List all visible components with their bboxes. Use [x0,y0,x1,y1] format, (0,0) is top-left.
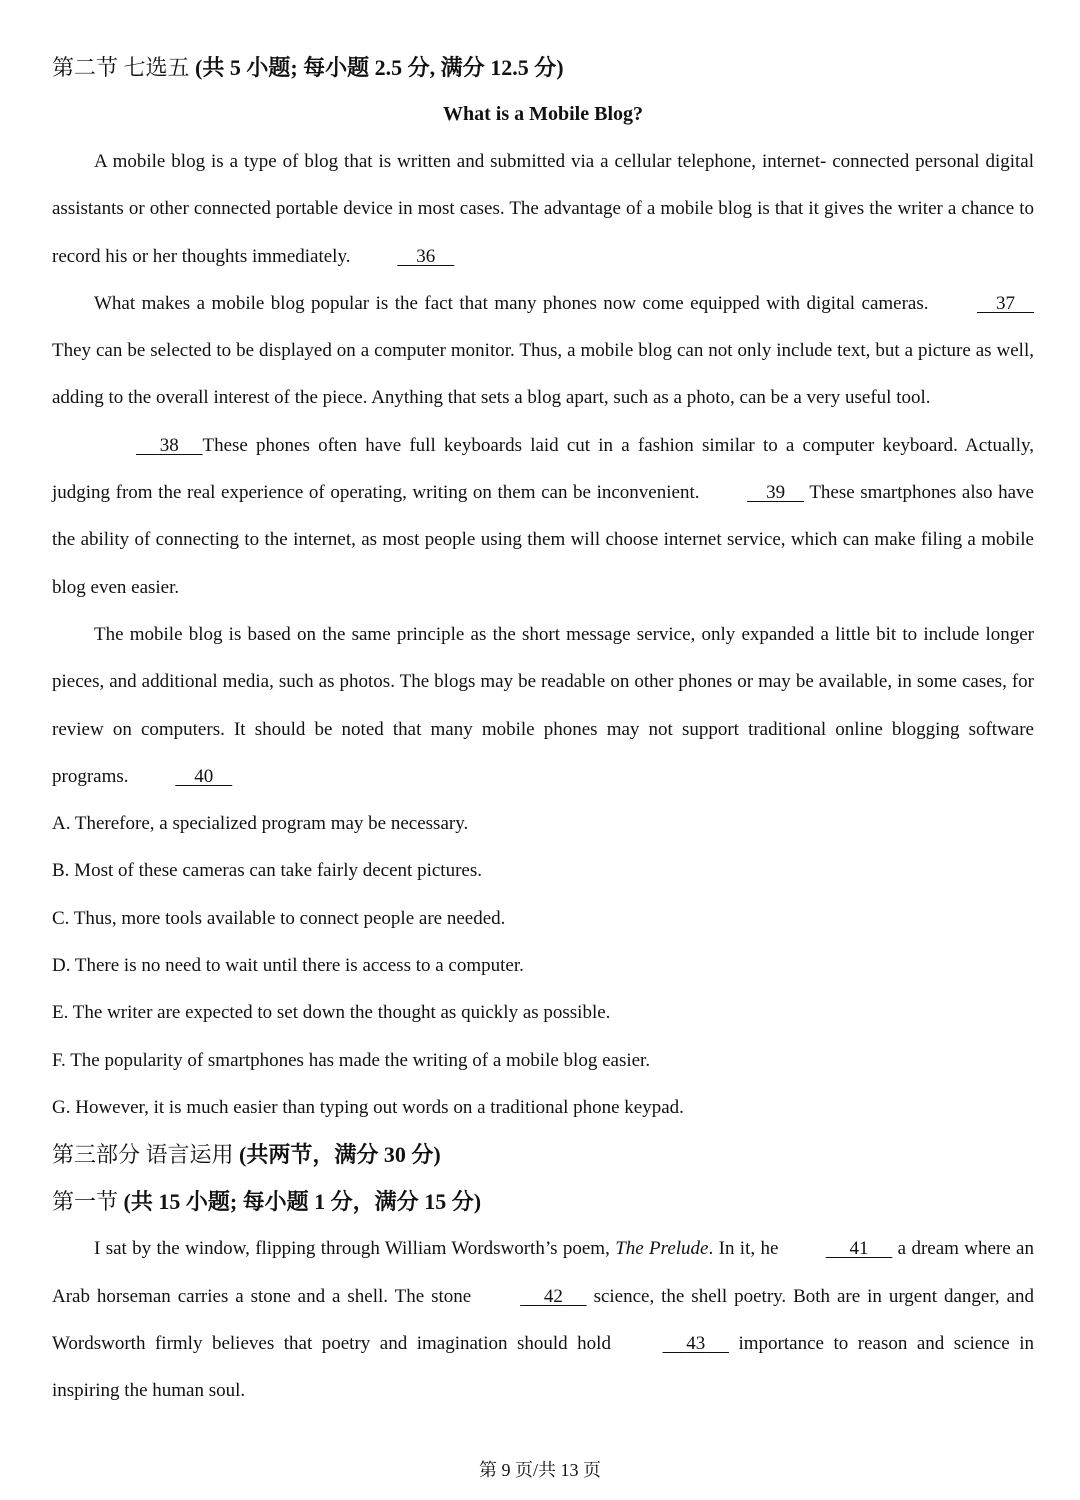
section2-name: 第二节 七选五 [52,55,190,80]
option-f: F. The popularity of smartphones has made the writing of a mobile blog easier. [52,1049,651,1071]
option-e: E. The writer are expected to set down the thought as quickly as possible. [52,1002,611,1024]
part3-name: 第三部分 语言运用 [52,1142,234,1168]
section1-heading: 第一节 (共 15 小题; 每小题 1 分，满分 15 分) [52,1189,482,1215]
paragraph-3: 38 These phones often have full keyboards laid cut in a fashion similar to a computer keyboard. Actually, judging from the real experience of operating, writing on them can be inconvenient. 39 These smartphones also have the ability of connecting to the internet, as most people using them will choose internet service, which can make filing a mobile blog even easier. [52,422,1034,611]
option-c: C. Thus, more tools available to connect people are needed. [52,907,506,929]
option-g: G. However, it is much easier than typing out words on a traditional phone keypad. [52,1096,684,1118]
passage-title: What is a Mobile Blog? [442,103,643,125]
section1-name: 第一节 [52,1189,119,1215]
blank-41: 41 [849,1238,869,1260]
option-d: D. There is no need to wait until there is access to a computer. [52,955,524,977]
option-a: A. Therefore, a specialized program may be necessary. [52,813,469,835]
blank-37: 37 [996,292,1015,314]
blank-40: 40 [194,765,214,787]
poem-title: The Prelude [615,1238,709,1260]
blank-42: 42 [543,1285,563,1307]
blank-43: 43 [686,1332,706,1354]
passage2-paragraph: I sat by the window, flipping through William Wordsworth’s poem, The Prelude. In it, he 41 a dream where an Arab horseman carries a stone and a shell. The stone 42 science, the shell poetry. Both are in urgent danger, and Wordsworth firmly believes that poetry and imagination should hold 43 importance to reason and science in inspiring the human soul. [52,1225,1034,1414]
paragraph-4: The mobile blog is based on the same principle as the short message service, only expanded a little bit to include longer pieces, and additional media, such as photos. The blogs may be readable on other phones or may be available, in some cases, for review on computers. It should be noted that many mobile phones may not support traditional online blogging software programs. 40 [52,611,1034,800]
section2-heading: 第二节 七选五 (共 5 小题; 每小题 2.5 分, 满分 12.5 分) [52,55,564,80]
page-footer: 第 9 页/共 13 页 [478,1460,601,1480]
paragraph-2: What makes a mobile blog popular is the fact that many phones now come equipped with digital cameras. 37 They can be selected to be displayed on a computer monitor. Thus, a mobile blog can not only include text, but a picture as well, adding to the overall interest of the piece. Anything that sets a blog apart, such as a photo, can be a very useful tool. [52,280,1034,422]
blank-39: 39 [766,482,786,504]
part3-heading: 第三部分 语言运用 (共两节，满分 30 分) [52,1142,441,1168]
blank-36: 36 [416,245,436,267]
exam-page [52,44,1034,1414]
blank-38: 38 [159,434,179,456]
option-b: B. Most of these cameras can take fairly decent pictures. [52,860,482,882]
paragraph-1: A mobile blog is a type of blog that is written and submitted via a cellular telephone, internet- connected personal digital assistants or other connected portable device in most cases. The advantage of a mobile blog is that it gives the writer a chance to record his or her thoughts immediately. 36 [52,138,1034,280]
